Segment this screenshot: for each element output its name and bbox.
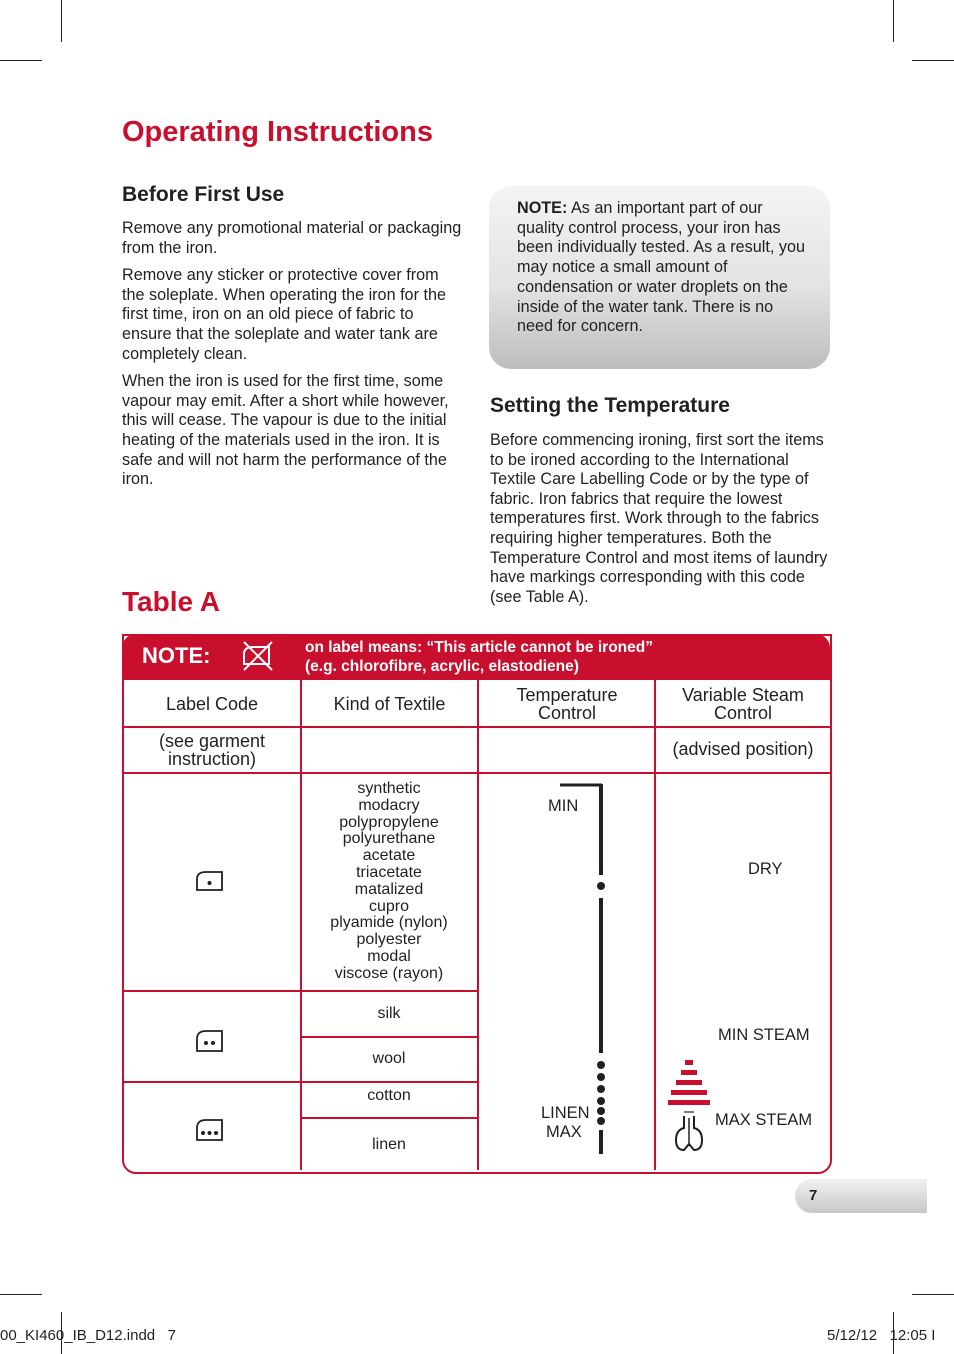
paragraph: When the iron is used for the first time, some vapour may emit. After a short while however, this will cease. The vapour is due to the initial heating of the materials used in the iron. It is safe and will not harm the performance of the iron.	[122, 372, 449, 489]
textile-linen: linen	[372, 1136, 406, 1153]
textile-silk: silk	[377, 1005, 401, 1022]
textile-wool: wool	[372, 1050, 406, 1067]
textile-item: matalized	[354, 880, 424, 898]
setting-temperature-heading: Setting the Temperature	[490, 394, 730, 417]
textile-item: polyester	[356, 931, 422, 949]
table-note-line-2: (e.g. chlorofibre, acrylic, elastodiene)	[305, 658, 579, 675]
row-divider	[300, 1036, 478, 1038]
steam-label-dry: DRY	[748, 860, 783, 878]
page-number: 7	[809, 1187, 818, 1204]
textile-item: modacry	[358, 796, 420, 814]
footer-file-info: 00_KI460_IB_D12.indd 7	[0, 1327, 176, 1344]
row-divider	[122, 772, 830, 774]
paragraph: Remove any sticker or protective cover from the soleplate. When operating the iron for the first time, iron on an old piece of fabric to ensure that the soleplate and water tank are completely clean.	[122, 266, 446, 363]
table-a-title: Table A	[122, 586, 221, 617]
header-kind-of-textile: Kind of Textile	[333, 694, 446, 714]
crop-mark	[0, 1294, 42, 1295]
row-divider	[122, 990, 478, 992]
iron-three-dots-icon	[194, 1114, 228, 1144]
page-number-tab	[795, 1179, 927, 1213]
setting-temperature-text: Before commencing ironing, first sort the items to be ironed according to the International Textile Care Labelling Code or by the type of fabric. Iron fabrics that require the lowest temperatures first. Work through to the fabrics requiring higher temperatures. Both the Temperature Control and most items of laundry have markings corresponding with this code (see Table A).	[490, 431, 828, 606]
textile-item: polyurethane	[342, 830, 436, 848]
table-note-label: NOTE:	[142, 643, 211, 668]
row-divider	[122, 726, 830, 728]
note-text: As an important part of our quality control process, your iron has been individually tested. As a result, you may notice a small amount of condensation or water droplets on the inside of the water tank. There is no need for concern.	[517, 199, 805, 336]
setting-temperature-section	[490, 394, 828, 607]
row-divider	[300, 1117, 478, 1119]
textile-item: acetate	[362, 847, 416, 865]
row-divider	[122, 1081, 478, 1083]
header-variable-steam-control: Variable Steam Control	[682, 685, 804, 723]
steam-icon	[664, 1058, 714, 1156]
textile-item: viscose (rayon)	[334, 964, 444, 982]
do-not-iron-icon	[241, 640, 275, 672]
temp-label-max: MAX	[546, 1123, 582, 1141]
iron-two-dots-icon	[194, 1025, 228, 1055]
textile-item: plyamide (nylon)	[330, 914, 448, 932]
header-label-code: Label Code	[165, 694, 259, 714]
temp-label-linen: LINEN	[541, 1104, 590, 1122]
subheader-see-garment: (see garment instruction)	[158, 731, 266, 769]
crop-mark	[61, 0, 62, 42]
before-first-use-section	[122, 183, 462, 498]
footer-date-info: 5/12/12 12:05 I	[827, 1327, 936, 1344]
table-note-bar	[122, 634, 830, 680]
textile-item: polypropylene	[339, 813, 439, 831]
temperature-scale	[560, 780, 616, 1158]
quality-note-box	[489, 186, 830, 369]
header-temperature-control: Temperature Control	[516, 685, 618, 723]
steam-label-min-steam: MIN STEAM	[718, 1026, 810, 1044]
steam-label-max-steam: MAX STEAM	[715, 1111, 813, 1129]
table-note-line-1: on label means: “This article cannot be ironed”	[305, 639, 653, 656]
crop-mark	[893, 0, 894, 42]
iron-one-dot-icon	[194, 866, 228, 894]
crop-mark	[0, 60, 42, 61]
paragraph: Remove any promotional material or packaging from the iron.	[122, 219, 462, 257]
subheader-advised-position: (advised position)	[672, 739, 814, 759]
note-label: NOTE:	[517, 199, 568, 217]
crop-mark	[912, 60, 954, 61]
textile-item: modal	[367, 947, 411, 965]
textile-cotton: cotton	[367, 1087, 411, 1104]
crop-mark	[912, 1294, 954, 1295]
textile-item: triacetate	[356, 863, 422, 881]
low-heat-textile-list	[302, 781, 476, 983]
column-divider	[477, 680, 479, 1170]
textile-item: cupro	[368, 897, 410, 915]
before-first-use-heading: Before First Use	[122, 183, 285, 206]
temp-label-min: MIN	[548, 797, 579, 815]
textile-item: synthetic	[357, 780, 421, 797]
page-title: Operating Instructions	[122, 116, 433, 148]
